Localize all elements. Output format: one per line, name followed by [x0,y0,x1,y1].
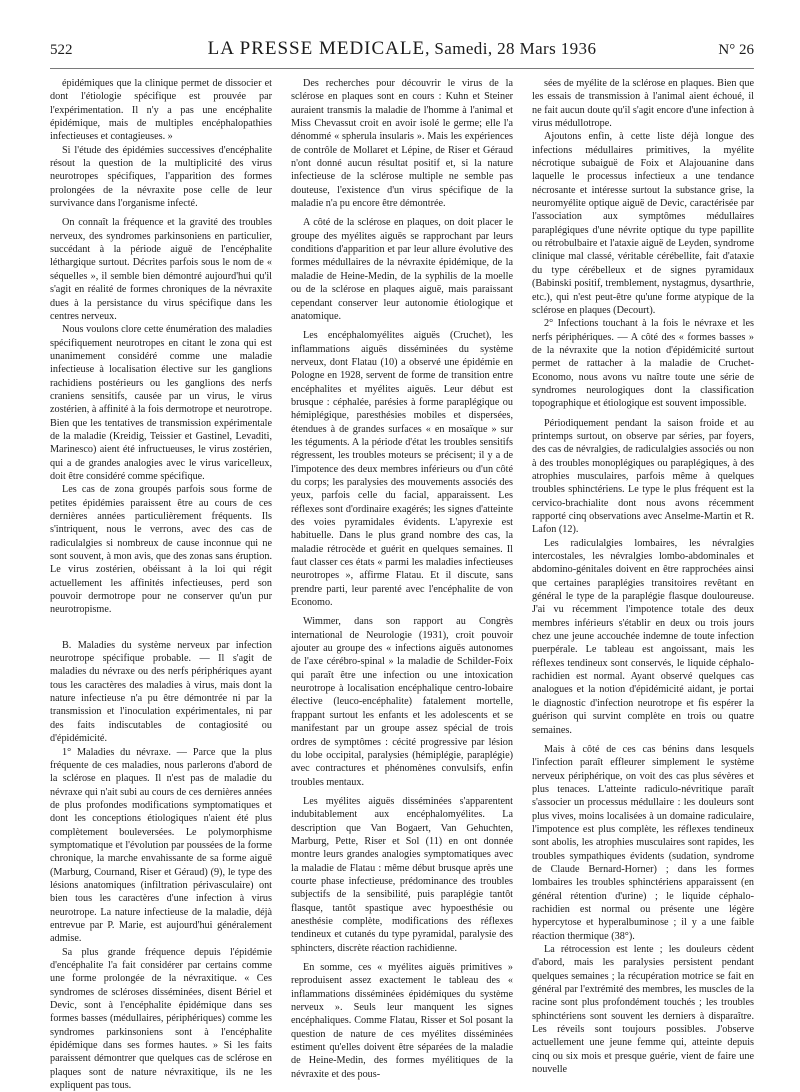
paragraph: 1° Maladies du névraxe. — Parce que la plus fréquente de ces maladies, nous parlerons d'abord de la sclérose en plaques. Il n'est pas de maladie du névraxe qui n'ait subi au cours de ces dernières années de plus profondes modifications symptomatiques et dont les conceptions étiologiques n'aient été plus complètement bouleversées. Le polymorphisme symptomatique et l'évolution par poussées de la forme chronique, la marche envahissante de sa forme aiguë (Marburg, Cournand, Riser et Géraud) (9), le type des lésions anatomiques (infiltration périvasculaire) ont bien tous les caractères d'une infection à virus neurotrope. La nature infectieuse de la maladie, déjà entrevue par P. Marie, est aujourd'hui généralement admise. [50,746,272,945]
paragraph: sées de myélite de la sclérose en plaques. Bien que les essais de transmission à l'animal aient échoué, il ne fait aucun doute qu'il s'agit encore d'une infection à virus médullotrope. [532,78,754,130]
paragraph: Les radiculalgies lombaires, les névralgies intercostales, les névralgies lombo-abdominales et abdomino-génitales doivent en être rapprochées ainsi que certaines paraplégies transitoires revêtant en général le type de la paraplégie flasque douloureuse. J'ai vu récemment l'impotence totale des deux membres inférieurs s'établir en deux ou trois jours chez une jeune accouchée indemne de toute infection puerpérale. Le tableau est angoissant, mais les réflexes tendineux sont conservés, le liquide céphalo-rachidien est normal. Ayant observé quelques cas analogues et la notion d'épidémicité aidant, je portai le diagnostic d'infection neurotrope et fis espérer la guérison qui survint complète en trois ou quatre semaines. [532,537,754,736]
paragraph: Mais à côté de ces cas bénins dans lesquels l'infection paraît effleurer simplement le système nerveux périphérique, on voit des cas plus sévères et plus tenaces. L'atteinte radiculo-névritique paraît s'associer un processus médullaire : les douleurs sont plus vives, moins localisées à un domaine radiculaire, l'impotence est plus complète, les réflexes tendineux sont abolis, les atrophies musculaires sont rapides, les troubles sympathiques évidents (sudation, syndrome de Claude Bernard-Horner) ; dans les formes lombaires les troubles sphinctériens apparaissent (en général rétention d'urine) ; le liquide céphalo-rachidien est normal ou présente une légère hypercytose et hyperalbuminose ; il y a une faible réaction thermique (38°). [532,743,754,942]
article-columns [50,77,754,1092]
paragraph: En somme, ces « myélites aiguës primitives » reproduisent assez exactement le tableau des « inflammations disséminées épidémiques du système nerveux ». Seuls leur manquent les signes encéphaliques. Comme Flatau, Risser et Sol posant la question de nature de ces myélites disséminées estiment qu'elles doivent être séparées de la maladie de Heine-Medin, des formes myélitiques de la névraxite et des pous- [291,962,513,1080]
journal-title-la: LA [207,38,235,59]
paragraph: Sa plus grande fréquence depuis l'épidémie d'encéphalite l'a fait considérer par certains comme une forme prolongée de la névraxitique. « Ces syndromes de scléroses disséminées, disent Bériel et Devic, sont à l'encéphalite épidémique dans ses formes basses (médullaires, périphériques) comme les syndromes parkinsoniens sont à l'encéphalite épidémique dans ses formes hautes. » Si les faits paraissent démontrer que quelques cas de sclérose en plaques sont de nature névraxitique, ils ne les expliquent pas tous. [50,946,272,1092]
column-1 [50,77,272,1092]
paragraph: Les cas de zona groupés parfois sous forme de petites épidémies paraissent être au cours de ces dernières années particulièrement fréquents. Ils s'intriquent, nous le verrons, avec des cas de radiculalgies si nombreux de cause inconnue qui ne sont souvent, à mon avis, que des zonas sans éruption. Le virus zostérien, obéissant à la loi qui régit actuellement les affinités infectieuses, perd son pouvoir dermotrope pour ne conserver qu'un pur neurotropisme. [50,484,272,616]
paragraph: Wimmer, dans son rapport au Congrès international de Neurologie (1931), croit pouvoir ajouter au groupe des « infections aiguës autonomes de l'axe cérébro-spinal » la maladie de Schilder-Foix qui paraît être une infection ou une intoxication neurotrope à localisation encéphalique centro-lobaire élective (leuco-encéphalite) fatalement mortelle, frappant surtout les enfants et les adolescents et se manifestant par un groupe assez spécial de trois ordres de symptômes : cécité progressive par lésion du lobe occipital, paralysies (hémiplégie, paraplégie) avec contractures et phénomènes convulsifs, enfin troubles mentaux. [291,616,513,788]
paragraph: Périodiquement pendant la saison froide et au printemps surtout, on observe par séries, par foyers, des cas de névralgies, de radiculalgies associés ou non à des troubles monoplégiques ou paraplégiques, à des atrophies musculaires, parfois même à quelques troubles sphinctériens. Le type le plus fréquent est la cervico-brachialite dont nous avons récemment rapporté cinq observations avec Anselme-Martin et R. Lafon (12). [532,417,754,536]
column-2 [291,77,513,1080]
issue-number: N° 26 [718,42,754,58]
paragraph: Ajoutons enfin, à cette liste déjà longue des infections médullaires primitives, la myélite nécrotique subaiguë de Foix et Alajouanine dans laquelle le processus infectieux a une tendance nécrosante et intéresse surtout la substance grise, la neuromyélite optique aiguë de Devic, caractérisée par l'association aux symptômes médullaires paraplégiques d'une névrite optique du type papillite ou rétrobulbaire et l'ataxie aiguë de Leyden, syndrome clinique mal classé, véritable cérébellite, fait d'ataxie du type cérébelleux et de signes pyramidaux (Babinski positif, tremblement, nystagmus, dysarthrie, etc.), qui n'est peut-être qu'une forme atypique de la sclérose en plaques (Decourt). [532,131,754,316]
paragraph: La rétrocession est lente ; les douleurs cèdent d'abord, mais les paralysies persistent pendant quelques semaines ; la récupération motrice se fait en général par l'extrémité des membres, les muscles de la racine sont plus profondément touchés ; les troubles sphinctériens sont souvent les derniers à disparaître. Les réveils sont toujours possibles. J'observe actuellement une jeune femme qui, atteinte depuis cinq ou six mois et presque guérie, vient de faire une nouvelle [532,944,754,1076]
paragraph: épidémiques que la clinique permet de dissocier et dont l'étiologie spécifique est prouvée par l'expérimentation. Il n'y a pas une encéphalite épidémique, mais de multiples encéphalopathies infectieuses et contagieuses. » [50,78,272,143]
paragraph: Les myélites aiguës disséminées s'apparentent indubitablement aux encéphalomyélites. La description que Van Bogaert, Van Gehuchten, Marburg, Pette, Riser et Sol (11) en ont donnée montre leurs grandes analogies symptomatiques avec la maladie de Flatau : même début brusque après une courte phase infectieuse, prédominance des troubles subjectifs de la sensibilité, puis paraplégie tantôt flasque, tantôt spastique avec hypoesthésie ou anesthésie complète, modifications des réflexes tendineux et cutanés du type pyramidal, paralysie des sphincters, discrète réaction rachidienne. [291,795,513,954]
issue-date: , Samedi, 28 Mars 1936 [425,39,597,58]
paragraph: 2° Infections touchant à la fois le névraxe et les nerfs périphériques. — A côté des « formes basses » de la névraxite que la notion d'épidémicité surtout permet de rattacher à la maladie de Cruchet-Economo, nous avons vu naître toute une série de syndromes neurologiques dont la classification topographique et étiologique est souvent impossible. [532,318,754,410]
journal-title-name: PRESSE MEDICALE [239,38,426,59]
journal-title [110,38,694,60]
paragraph: On connaît la fréquence et la gravité des troubles nerveux, des syndromes parkinsoniens en particulier, succédant à la période aiguë de l'encéphalite léthargique surtout. Décrites parfois sous le nom de « séquelles », il semble bien démontré aujourd'hui qu'il s'agit en réalité de formes chroniques de la névraxite dues à la persistance du virus spécifique dans les centres nerveux. [50,217,272,322]
section-heading-paragraph: B. Maladies du système nerveux par infection neurotrope spécifique probable. — Il s'agit de maladies du névraxe ou des nerfs périphériques ayant tous les caractères des maladies à virus, mais dont la nature infectieuse n'a pu être démontrée ni par la transmission et l'inoculation expérimentales, ni par des faits indiscutables de contagiosité ou d'épidémicité. [50,639,272,745]
column-3 [532,77,754,1077]
paragraph: Les encéphalomyélites aiguës (Cruchet), les inflammations aiguës disséminées du système nerveux, dont Flatau (10) a observé une épidémie en Pologne en 1928, servent de forme de transition entre encéphalites et myélites aiguës. Leur début est brusque : céphalée, parésies à forme paraplégique ou hémiplégique, paresthésies mobiles et dispersées, étendues à de grandes surfaces « en mosaïque » sur les téguments. A la période d'état les troubles sensitifs régressent, les troubles moteurs se précisent; il y a de l'impotence des deux membres inférieurs ou d'un côté du corps; les paralysies des mouvements associés des yeux, parfois celle du facial, apparaissent. Les réflexes sont d'ordinaire exagérés; les signes d'atteinte des voies pyramidales évidents. L'apyrexie est habituelle. Dans le plus grand nombre des cas, la maladie rétrocède et guérit en quelques semaines. Il faut classer ces états « parmi les maladies infectieuses neurotropes », affirme Flatau. Et il discute, sans prendre parti, leur parenté avec l'encéphalite de von Economo. [291,330,513,609]
paragraph: Nous voulons clore cette énumération des maladies spécifiquement neurotropes en citant le zona qui est unanimement considéré comme une maladie infectieuse à localisation élective sur les ganglions rachidiens postérieurs ou les ganglions des nerfs craniens sensitifs, causée par un virus, le virus zostérien, à affinité à la fois dermotrope et neurotrope. Bien que les tentatives de transmission expérimentale de la maladie (Kreidig, Teissier et Gastinel, Levaditi, Marinesco) aient été infructueuses, le virus zostérien, qui a de grandes analogies avec le virus varicelleux, doit être considéré comme spécifique. [50,324,272,482]
paragraph: Si l'étude des épidémies successives d'encéphalite résout la question de la multiplicité des virus neurotropes spécifiques, l'apparition des formes prolongées de la névraxite pose celle de leur survivance dans l'organisme infecté. [50,144,272,210]
page-number: 522 [50,42,73,58]
paragraph: Des recherches pour découvrir le virus de la sclérose en plaques sont en cours : Kuhn et Steiner auraient transmis la maladie de l'homme à l'animal et Miss Chevassut croit en avoir isolé le germe; elle l'a dénommé « spherula insularis ». Mais les expériences de contrôle de Mollaret et Lépine, de Riser et Géraud n'ont donné aucun résultat positif et, si la nature infectieuse de la sclérose multiple ne semble pas douteuse, l'existence d'un virus spécifique de la maladie n'a pu encore être démontrée. [291,78,513,210]
page-header [50,38,754,69]
paragraph: A côté de la sclérose en plaques, on doit placer le groupe des myélites aiguës se rapprochant par leurs conditions d'apparition et par leur allure évolutive des formes médullaires de la névraxite épidémique, de la maladie de Heine-Medin, de la syphilis de la moelle ou de la sclérose en plaques aiguë, mais paraissant cependant conserver leur autonomie étiologique et anatomique. [291,217,513,322]
